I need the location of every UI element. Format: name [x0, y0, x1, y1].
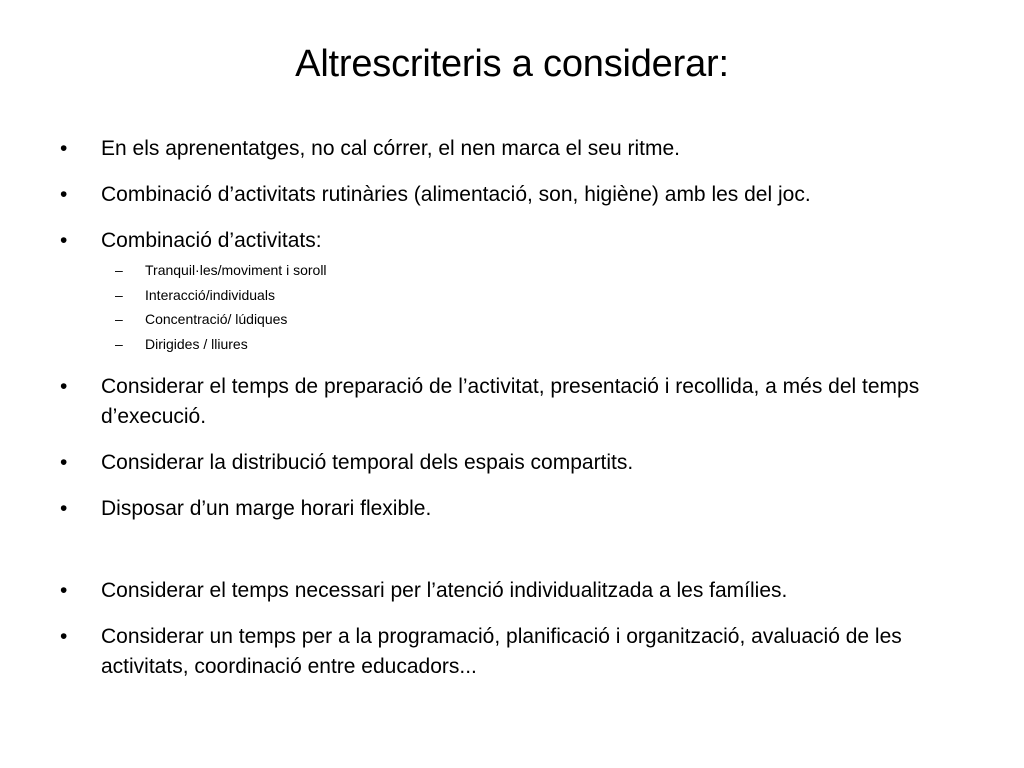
sub-bullet-item — [101, 332, 970, 357]
bullet-item — [60, 448, 970, 478]
dash-marker: – — [115, 262, 123, 278]
sub-bullet-text: Tranquil·les/moviment i soroll — [145, 262, 327, 278]
bullet-item — [60, 180, 970, 210]
bullet-marker: • — [60, 229, 68, 252]
bullet-marker: • — [60, 137, 68, 160]
sub-bullet-text: Interacció/individuals — [145, 286, 275, 303]
list-spacer — [60, 540, 970, 576]
bullet-marker: • — [60, 375, 68, 398]
dash-marker: – — [115, 286, 123, 303]
bullet-item — [60, 372, 970, 432]
bullet-marker: • — [60, 451, 68, 474]
dash-marker: – — [115, 335, 123, 352]
bullet-text: Considerar un temps per a la programació, planificació i organització, avaluació de les activitats, coordinació entre educadors... — [101, 625, 902, 678]
bullet-text: Combinació d’activitats rutinàries (alimentació, son, higiène) amb les del joc. — [101, 183, 811, 206]
bullet-item — [60, 494, 970, 524]
bullet-marker: • — [60, 579, 68, 602]
sub-bullet-text: Dirigides / lliures — [145, 335, 248, 352]
bullet-text: Disposar d’un marge horari flexible. — [101, 497, 432, 520]
bullet-item — [60, 134, 970, 164]
bullet-marker: • — [60, 183, 68, 206]
bullet-marker: • — [60, 497, 68, 520]
bullet-item — [60, 622, 970, 682]
bullet-item — [60, 226, 970, 356]
sub-bullet-text: Concentració/ lúdiques — [145, 311, 288, 327]
bullet-text: Considerar la distribució temporal dels espais compartits. — [101, 451, 634, 474]
sub-bullet-item — [101, 307, 970, 332]
sub-bullet-item — [101, 283, 970, 308]
slide-title: Altrescriteris a considerar: — [295, 43, 729, 85]
bullet-item — [60, 576, 970, 606]
bullet-text: En els aprenentatges, no cal córrer, el nen marca el seu ritme. — [101, 137, 680, 160]
bullet-text: Combinació d’activitats: — [101, 229, 322, 252]
bullet-text: Considerar el temps de preparació de l’activitat, presentació i recollida, a més del temps d’execució. — [101, 375, 920, 428]
sub-bullet-item — [101, 258, 970, 283]
sub-bullet-list — [101, 258, 970, 356]
dash-marker: – — [115, 311, 123, 327]
bullet-text: Considerar el temps necessari per l’atenció individualitzada a les famílies. — [101, 579, 788, 602]
bullet-marker: • — [60, 625, 68, 648]
bullet-list — [60, 134, 970, 698]
